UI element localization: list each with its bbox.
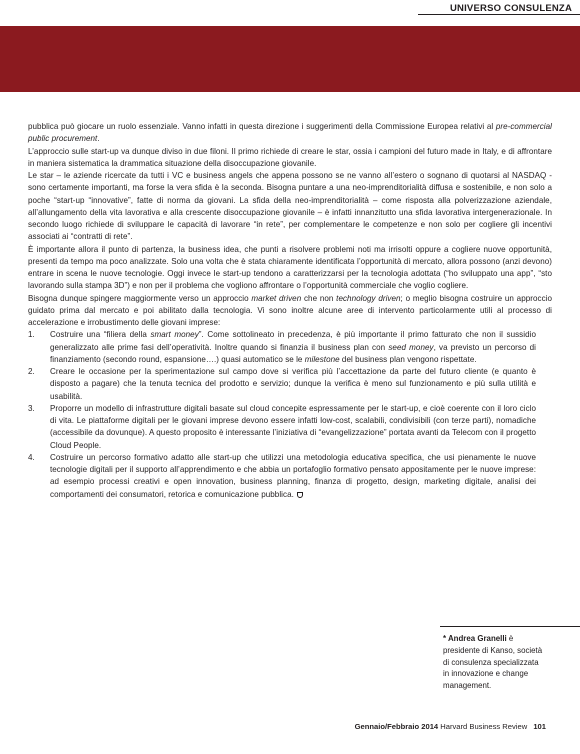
paragraph: Le star – le aziende ricercate da tutti i VC e business angels che appena possono se ne vanno all’estero o sognano di quotarsi al NASDAQ - sono certamente importanti, ma forse la vera sfida è la seconda. Bisogna puntare a una neo-imprenditorialità diffusa e sostenibile, e non solo a poche “start-up “innovative”, fatte di norma da giovani. La sfida della neo-imprenditorialità – come risposta alla polverizzazione aziendale, all’allungamento della vita lavorativa e alla crescente disoccupazione giovanile – è infatti innanzitutto una sfida lavorativa intergenerazionale. In secondo luogo richiede di sviluppare le capacità di lavorare “in rete”, per complementare le competenze e non solo per cogliere gli incentivi associati ai “contratti di rete”. <box>28 171 552 242</box>
issue-date: Gennaio/Febbraio 2014 <box>354 722 439 731</box>
list-item: 1. Costruire una “filiera della smart money”. Come sottolineato in precedenza, è più importante il primo fatturato che non il sussidio generalizzato alle prime fasi dell’operatività. Inoltre quando si finanzia il business plan con seed money, va previsto un percorso di finanziamento (secondo round, espansione….) quasi automatico se le milestone del business plan vengono rispettate. <box>28 330 537 364</box>
paragraph: Bisogna dunque spingere maggiormente verso un approccio market driven che non technology driven; o meglio bisogna costruire un approccio guidato prima dal mercato e poi abilitato dalla tecnologia. Vi sono inoltre alcune aree di intervento particolarmente utili al processo di accelerazione e irrobustimento delle giovani imprese: <box>28 293 553 327</box>
list-item: 4. Costruire un percorso formativo adatto alle start-up che utilizzi una metodologia educativa specifica, che usi pienamente le nuove tecnologie digitali per il supporto all’apprendimento e che abbia un portafoglio formativo pensato appositamente per le nuove imprese: ad esempio processi creativi e open innovation, business planning, finanza di progetto, design, marketing digitale, analisi dei comportamenti dei consumatori, retorica e comunicazione pubblica. <box>28 452 536 499</box>
article-body <box>28 121 552 501</box>
list-item: 2. Creare le occasione per la sperimentazione sul campo dove si verifica più l’accettazione da parte del futuro cliente (e quanto è disposto a pagare) che la tenuta tecnica del prodotto e servizio; dunque la verifica è meno sul funzionamento e più sulla utilità e usabilità. <box>28 367 536 401</box>
page-number: 101 <box>533 722 546 731</box>
intervention-list <box>28 329 552 501</box>
bio-rule <box>440 626 580 627</box>
end-of-article-icon <box>297 492 303 498</box>
author-name: * Andrea Granelli <box>443 634 507 643</box>
header-banner <box>0 26 580 92</box>
paragraph: L’approccio sulle start-up va dunque diviso in due filoni. Il primo richiede di creare le star, ossia i campioni del futuro made in Italy, e di affrontare in maniera sistematica la drammatica situazione della disoccupazione giovanile. <box>28 146 552 168</box>
header-rule <box>418 14 580 15</box>
paragraph: È importante allora il punto di partenza, la business idea, che punti a risolvere problemi noti ma irrisolti oppure a cogliere nuove opportunità, presenti da tempo ma poco analizzate. Solo una volta che è stata chiaramente identificata l’opportunità di mercato, allora possono (anzi devono) entrare in scena le nuove tecnologie. Oggi invece le start-up tendono a caratterizzarsi per la tecnologia adottata (“ho sviluppato una app”, “sto lavorando sulla stampa 3D”) e non per il problema che vogliono affrontare o l’opportunità commerciale che voglio cogliere. <box>28 244 552 291</box>
author-bio: * Andrea Granelli è presidente di Kanso, società di consulenza specializzata in innovazione e change management. <box>443 634 543 691</box>
page-footer <box>355 722 546 731</box>
section-label: UNIVERSO CONSULENZA <box>449 3 572 14</box>
paragraph: pubblica può giocare un ruolo essenziale. Vanno infatti in questa direzione i suggerimenti della Commissione Europea relativi al pre-commercial public procurement. <box>28 122 552 144</box>
magazine-name: Harvard Business Review <box>438 722 530 731</box>
list-item: 3. Proporre un modello di infrastrutture digitali basate sul cloud concepite espressamente per le start-up, e cioè coerente con il loro ciclo di vita. Le piattaforme digitali per le giovani imprese devono essere infatti low-cost, scalabili, condivisibili (con terze parti), nomadiche (accessibile da dovunque). A questo proposito è interessante l’iniziativa di “evangelizzazione” portata avanti da Telecom con il progetto Cloud People. <box>28 403 536 450</box>
